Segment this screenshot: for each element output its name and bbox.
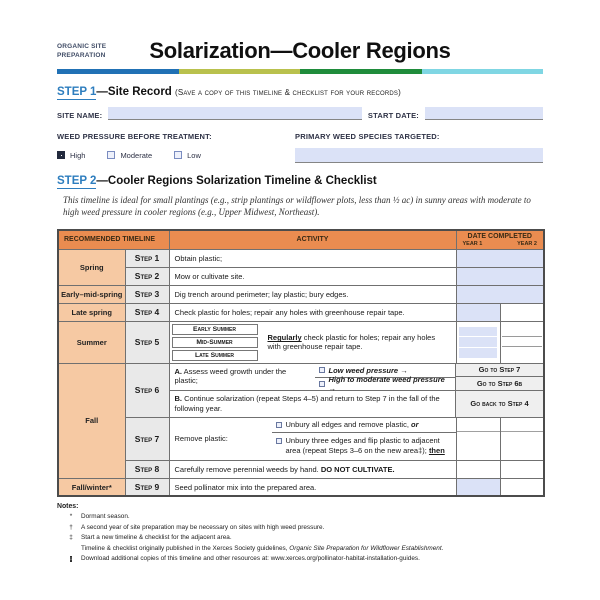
step6a-body: Assess weed growth under the plastic;	[174, 366, 287, 385]
note-new-timeline	[67, 534, 543, 542]
note-download	[67, 555, 543, 563]
goback-step4-action: Go back to Step 4	[455, 391, 543, 417]
page-title: Solarization—Cooler Regions	[149, 38, 451, 63]
step1-activity: Obtain plastic;	[169, 249, 456, 267]
checkbox-icon[interactable]	[319, 367, 325, 373]
step1-label: STEP 1	[57, 85, 97, 98]
checkbox-icon[interactable]	[319, 381, 325, 387]
step7-option-remove[interactable]	[272, 418, 456, 433]
step4-date-year1-field[interactable]	[456, 303, 500, 321]
step8-activity	[169, 460, 456, 478]
season-fall-winter: Fall/winter*	[58, 478, 125, 496]
table-row	[58, 249, 544, 267]
publication-title: Organic Site Preparation for Wildflower Establishment.	[289, 544, 444, 552]
step2-date-field[interactable]	[456, 267, 544, 285]
step6b-lead: B.	[174, 393, 182, 403]
step6-activity	[169, 363, 544, 417]
step7-cell: Step 7	[125, 417, 169, 460]
bar-segment-blue	[57, 69, 179, 74]
table-row	[58, 460, 544, 478]
weed-pressure-label: WEED PRESSURE BEFORE TREATMENT:	[57, 131, 212, 141]
table-row	[58, 285, 544, 303]
step6-cell: Step 6	[125, 363, 169, 417]
season-spring: Spring	[58, 249, 125, 285]
step6a-option-high[interactable]	[315, 374, 456, 393]
step6a-text	[170, 364, 315, 390]
note-text: Dormant season.	[81, 513, 130, 521]
timeline-checklist-table	[57, 229, 545, 498]
goto-step7-action: Go to Step 7	[456, 364, 543, 377]
col-header-timeline: RECOMMENDED TIMELINE	[58, 230, 169, 250]
table-header-row	[58, 230, 544, 250]
late-summer-label: Late Summer	[172, 350, 258, 361]
site-name-label: SITE NAME:	[57, 110, 103, 120]
step9-date-year2-field[interactable]	[500, 478, 544, 496]
step8-cell: Step 8	[125, 460, 169, 478]
option-low-label: Low	[187, 150, 201, 160]
download-link-text[interactable]: Download additional copies of this timeline and other resources at: www.xerces.org/pollinator-habitat-installation-guides.	[81, 555, 420, 563]
note-source	[67, 545, 543, 553]
step3-date-field[interactable]	[456, 285, 544, 303]
checkbox-icon[interactable]	[107, 151, 115, 159]
note-second-year	[67, 524, 543, 532]
weed-pressure-options	[57, 151, 295, 160]
notes-section	[57, 503, 543, 563]
step8-bold: DO NOT CULTIVATE.	[320, 464, 395, 474]
table-row	[58, 321, 544, 363]
note-dormant	[67, 513, 543, 521]
year1-label: YEAR 1	[462, 240, 483, 247]
season-early-mid-spring: Early–mid-spring	[58, 285, 125, 303]
bar-segment-olive	[179, 69, 301, 74]
asterisk-symbol: *	[69, 513, 73, 521]
step7-opt2-text: Unbury three edges and flip plastic to adjacent area (repeat Steps 3–6 on the new area‡);	[285, 435, 440, 456]
step6a-lead: A.	[174, 366, 182, 376]
step8-date-year2-field[interactable]	[500, 460, 544, 478]
col-header-date	[456, 230, 544, 250]
table-row	[58, 478, 544, 496]
step1-date-field[interactable]	[456, 249, 544, 267]
notes-title: Notes:	[57, 503, 79, 511]
step5-date-year2-fields[interactable]	[500, 321, 544, 363]
double-dagger-symbol: ‡	[69, 534, 73, 542]
step5-cell: Step 5	[125, 321, 169, 363]
checkbox-icon[interactable]	[174, 151, 182, 159]
note-text: Start a new timeline & checklist for the adjacent area.	[81, 534, 232, 542]
step9-date-year1-field[interactable]	[456, 478, 500, 496]
step5-rest-text: check plastic for holes; repair any holes with greenhouse repair tape.	[267, 333, 436, 352]
site-name-input[interactable]	[108, 107, 362, 120]
season-fall: Fall	[58, 363, 125, 478]
checkbox-icon[interactable]	[276, 438, 282, 444]
note-text: Timeline & checklist originally published in the Xerces Society guidelines, Organic Site Preparation for Wildflower Establishment.	[81, 544, 444, 552]
summer-sublabels	[170, 322, 260, 363]
step6b-body: Continue solarization (repeat Steps 4–5) and return to Step 7 in the fall of the following year.	[174, 393, 440, 413]
bar-segment-green	[300, 69, 422, 74]
step9-activity: Seed pollinator mix into the prepared area.	[169, 478, 456, 496]
primary-weed-input[interactable]	[295, 148, 543, 163]
step4-activity: Check plastic for holes; repair any holes with greenhouse repair tape.	[169, 303, 456, 321]
note-text: A second year of site preparation may be necessary on sites with high weed pressure.	[81, 523, 325, 531]
year-subheaders	[460, 240, 541, 247]
step8-text: Carefully remove perennial weeds by hand.	[174, 464, 321, 474]
start-date-label: START DATE:	[367, 110, 419, 120]
step1-heading-note: (Save a copy of this timeline & checklist for your records)	[175, 87, 401, 97]
download-icon: ↓	[69, 556, 73, 563]
checkbox-icon[interactable]	[276, 422, 282, 428]
step7-opt1-bold: or	[410, 420, 419, 430]
step7-date-year2-field[interactable]	[500, 417, 544, 460]
option-high[interactable]	[57, 151, 85, 160]
bar-segment-cyan	[422, 69, 544, 74]
step7-option-flip[interactable]	[272, 433, 456, 460]
start-date-input[interactable]	[425, 107, 543, 120]
date-completed-label: DATE COMPLETED	[467, 232, 532, 240]
table-row	[58, 363, 544, 417]
step9-cell: Step 9	[125, 478, 169, 496]
option-moderate-label: Moderate	[120, 150, 153, 160]
table-row	[58, 303, 544, 321]
eyebrow-label	[57, 42, 143, 61]
step7-opt2-bold: then	[428, 446, 445, 456]
step1-heading	[57, 86, 543, 100]
timeline-description: This timeline is ideal for small plantings (e.g., strip plantings or wildflower plots, less than ½ ac) in sunny areas with moderate to high weed pressure in cooler regions (e.g., Upper Midwest, Northeast).	[63, 194, 531, 218]
site-record-row	[57, 107, 543, 120]
step4-date-year2-field[interactable]	[500, 303, 544, 321]
step4-cell: Step 4	[125, 303, 169, 321]
low-pressure-label: Low weed pressure →	[328, 365, 408, 375]
dagger-symbol: †	[69, 523, 73, 531]
mid-summer-label: Mid-Summer	[172, 337, 258, 348]
eyebrow-line2: PREPARATION	[57, 52, 106, 59]
step1-cell: Step 1	[125, 249, 169, 267]
year2-label: YEAR 2	[517, 240, 537, 247]
table-row	[58, 417, 544, 460]
step2-cell: Step 2	[125, 267, 169, 285]
step7-opt1-text: Unbury all edges and remove plastic,	[285, 420, 411, 430]
early-summer-label: Early Summer	[172, 324, 258, 335]
col-header-activity: ACTIVITY	[169, 230, 456, 250]
step6b-text	[170, 391, 456, 417]
weed-pressure-group	[57, 126, 295, 163]
step1-heading-text: —Site Record	[96, 85, 176, 98]
season-late-spring: Late spring	[58, 303, 125, 321]
step3-cell: Step 3	[125, 285, 169, 303]
option-moderate[interactable]	[107, 151, 152, 160]
step7-text: Remove plastic:	[174, 434, 228, 444]
step2-activity: Mow or cultivate site.	[169, 267, 456, 285]
step2-heading	[57, 175, 543, 189]
high-pressure-label: High to moderate weed pressure →	[328, 374, 445, 393]
step7-activity	[169, 417, 456, 460]
step8-date-year1-field[interactable]	[456, 460, 500, 478]
option-low[interactable]	[174, 151, 201, 160]
primary-weed-group	[295, 126, 543, 163]
checkbox-checked-icon[interactable]	[57, 151, 65, 159]
eyebrow-line1: ORGANIC SITE	[57, 42, 107, 50]
step7-date-year1-field[interactable]	[456, 417, 500, 460]
step2-label: STEP 2	[57, 174, 97, 187]
step5-activity	[169, 321, 456, 363]
primary-weed-label: PRIMARY WEED SPECIES TARGETED:	[295, 131, 440, 141]
option-high-label: High	[70, 150, 86, 160]
step3-activity: Dig trench around perimeter; lay plastic; bury edges.	[169, 285, 456, 303]
table-row	[58, 267, 544, 285]
step5-date-year1-fields[interactable]	[456, 321, 500, 363]
step2-heading-text: —Cooler Regions Solarization Timeline & Checklist	[96, 174, 377, 187]
weed-pressure-row	[57, 126, 543, 163]
page-header	[57, 38, 543, 64]
goto-step6b-action: Go to Step 6b	[456, 376, 543, 390]
step5-bold-word: Regularly	[267, 333, 302, 343]
color-divider-bar	[57, 69, 543, 74]
season-summer: Summer	[58, 321, 125, 363]
step5-activity-text	[260, 322, 456, 363]
